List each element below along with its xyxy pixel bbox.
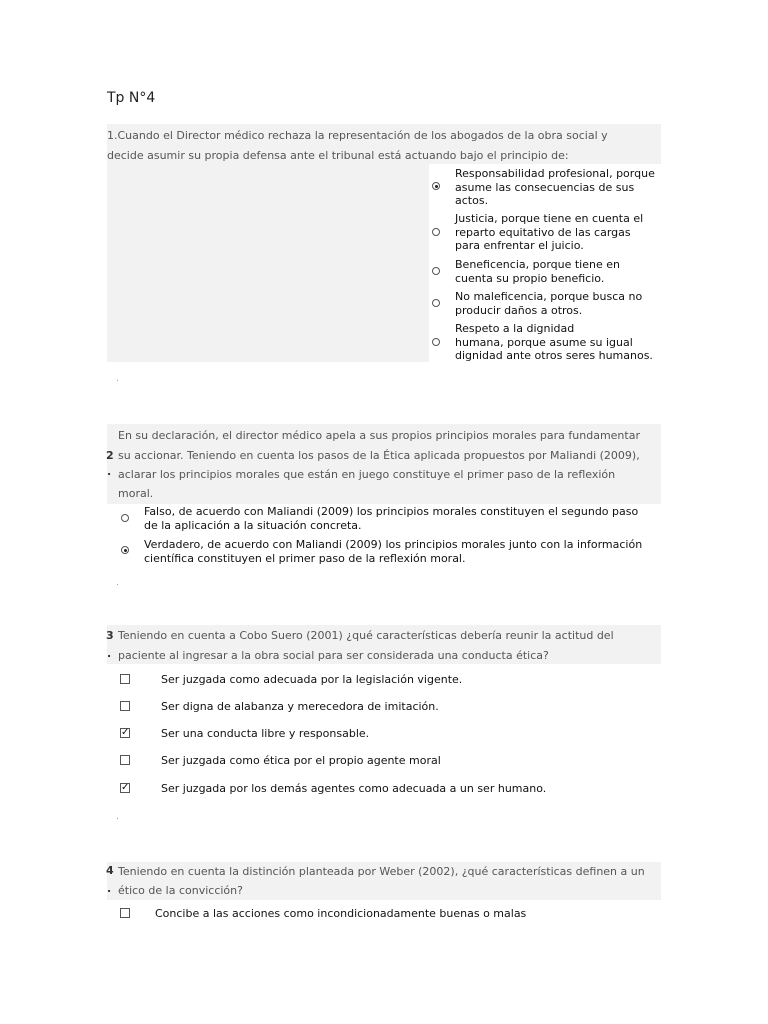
radio-icon[interactable] (432, 338, 440, 346)
question-3-option-4[interactable] (118, 753, 568, 769)
option-text: Responsabilidad profesional, porque (455, 167, 655, 180)
question-1-option-2[interactable] (429, 212, 664, 254)
question-4-option-1[interactable] (118, 906, 568, 922)
question-2-text-line3: aclarar los principios morales que están en juego constituye el primer paso de la reflexión (118, 468, 616, 481)
question-4-number-dot: . (107, 882, 112, 895)
radio-icon-selected[interactable] (121, 546, 129, 554)
question-2-option-2[interactable] (118, 538, 661, 566)
option-text: Ser juzgada como ética por el propio agente moral (161, 754, 441, 767)
option-text: Ser juzgada como adecuada por la legislación vigente. (161, 673, 463, 686)
radio-icon-selected[interactable] (432, 182, 440, 190)
option-text: asume las consecuencias de sus (455, 180, 635, 194)
question-1-option-3[interactable] (429, 258, 664, 286)
option-text: dignidad ante otros seres humanos. (455, 349, 653, 362)
option-text: humana, porque asume su igual (455, 335, 633, 349)
question-1-blank-panel (107, 164, 429, 362)
checkbox-icon[interactable] (120, 674, 130, 684)
option-text: No maleficencia, porque busca no (455, 290, 643, 303)
checkbox-icon-checked[interactable]: ✓ (121, 782, 130, 793)
separator-dot: . (116, 374, 119, 384)
question-2-number-dot: . (107, 465, 112, 478)
radio-icon[interactable] (432, 267, 440, 275)
question-4-text-line1: Teniendo en cuenta la distinción planteada por Weber (2002), ¿qué características definen a un (118, 865, 645, 878)
option-text: producir daños a otros. (455, 303, 583, 317)
checkbox-icon-checked[interactable]: ✓ (121, 727, 130, 738)
option-text: Ser digna de alabanza y merecedora de imitación. (161, 700, 439, 713)
checkbox-icon[interactable] (120, 701, 130, 711)
checkbox-icon[interactable] (120, 755, 130, 765)
separator-dot: . (116, 578, 119, 588)
question-2-text-line2: su accionar. Teniendo en cuenta los pasos de la Ética aplicada propuestos por Maliandi (2009), (118, 449, 640, 462)
question-3-text-line2: paciente al ingresar a la obra social para ser considerada una conducta ética? (118, 649, 549, 662)
radio-icon[interactable] (432, 299, 440, 307)
radio-icon[interactable] (121, 514, 129, 522)
question-2-text-line1: En su declaración, el director médico apela a sus propios principios morales para fundamentar (118, 429, 640, 442)
question-4-number: 4 (106, 864, 114, 877)
checkbox-icon[interactable] (120, 908, 130, 918)
option-text: Falso, de acuerdo con Maliandi (2009) los principios morales constituyen el segundo paso (144, 505, 639, 518)
question-1-option-1[interactable] (429, 167, 664, 209)
option-text: Beneficencia, porque tiene en (455, 258, 620, 271)
question-3-option-3[interactable] (118, 726, 568, 742)
separator-dot: . (116, 812, 119, 822)
question-3-text-line1: Teniendo en cuenta a Cobo Suero (2001) ¿qué características debería reunir la actitud del (118, 629, 614, 642)
option-text: reparto equitativo de las cargas (455, 225, 631, 239)
option-text: Verdadero, de acuerdo con Maliandi (2009) los principios morales junto con la información (144, 538, 643, 551)
option-text: científica constituyen el primer paso de la reflexión moral. (144, 551, 466, 565)
question-3-option-1[interactable] (118, 672, 568, 688)
question-3-number-dot: . (107, 647, 112, 660)
option-text: Ser una conducta libre y responsable. (161, 727, 370, 740)
option-text: actos. (455, 194, 489, 207)
question-3-number: 3 (106, 629, 114, 642)
option-text: Concibe a las acciones como incondicionadamente buenas o malas (155, 907, 527, 920)
option-text: de la aplicación a la situación concreta. (144, 518, 362, 532)
question-1-text-line1: 1.Cuando el Director médico rechaza la representación de los abogados de la obra social y (107, 129, 608, 142)
question-2-number: 2 (106, 449, 114, 462)
option-text: cuenta su propio beneficio. (455, 271, 605, 285)
question-3-option-2[interactable] (118, 699, 568, 715)
question-1-option-4[interactable] (429, 290, 664, 318)
question-2-option-1[interactable] (118, 505, 661, 533)
question-4-text-line2: ético de la convicción? (118, 884, 243, 897)
option-text: Respeto a la dignidad (455, 322, 575, 335)
question-1-text-line2: decide asumir su propia defensa ante el tribunal está actuando bajo el principio de: (107, 149, 569, 162)
option-text: Ser juzgada por los demás agentes como adecuada a un ser humano. (161, 782, 547, 795)
question-1-option-5[interactable] (429, 322, 664, 364)
page-title: Tp N°4 (107, 90, 156, 106)
question-3-option-5[interactable] (118, 781, 568, 797)
option-text: para enfrentar el juicio. (455, 239, 584, 252)
radio-icon[interactable] (432, 228, 440, 236)
question-2-text-line4: moral. (118, 487, 154, 500)
option-text: Justicia, porque tiene en cuenta el (455, 212, 644, 225)
